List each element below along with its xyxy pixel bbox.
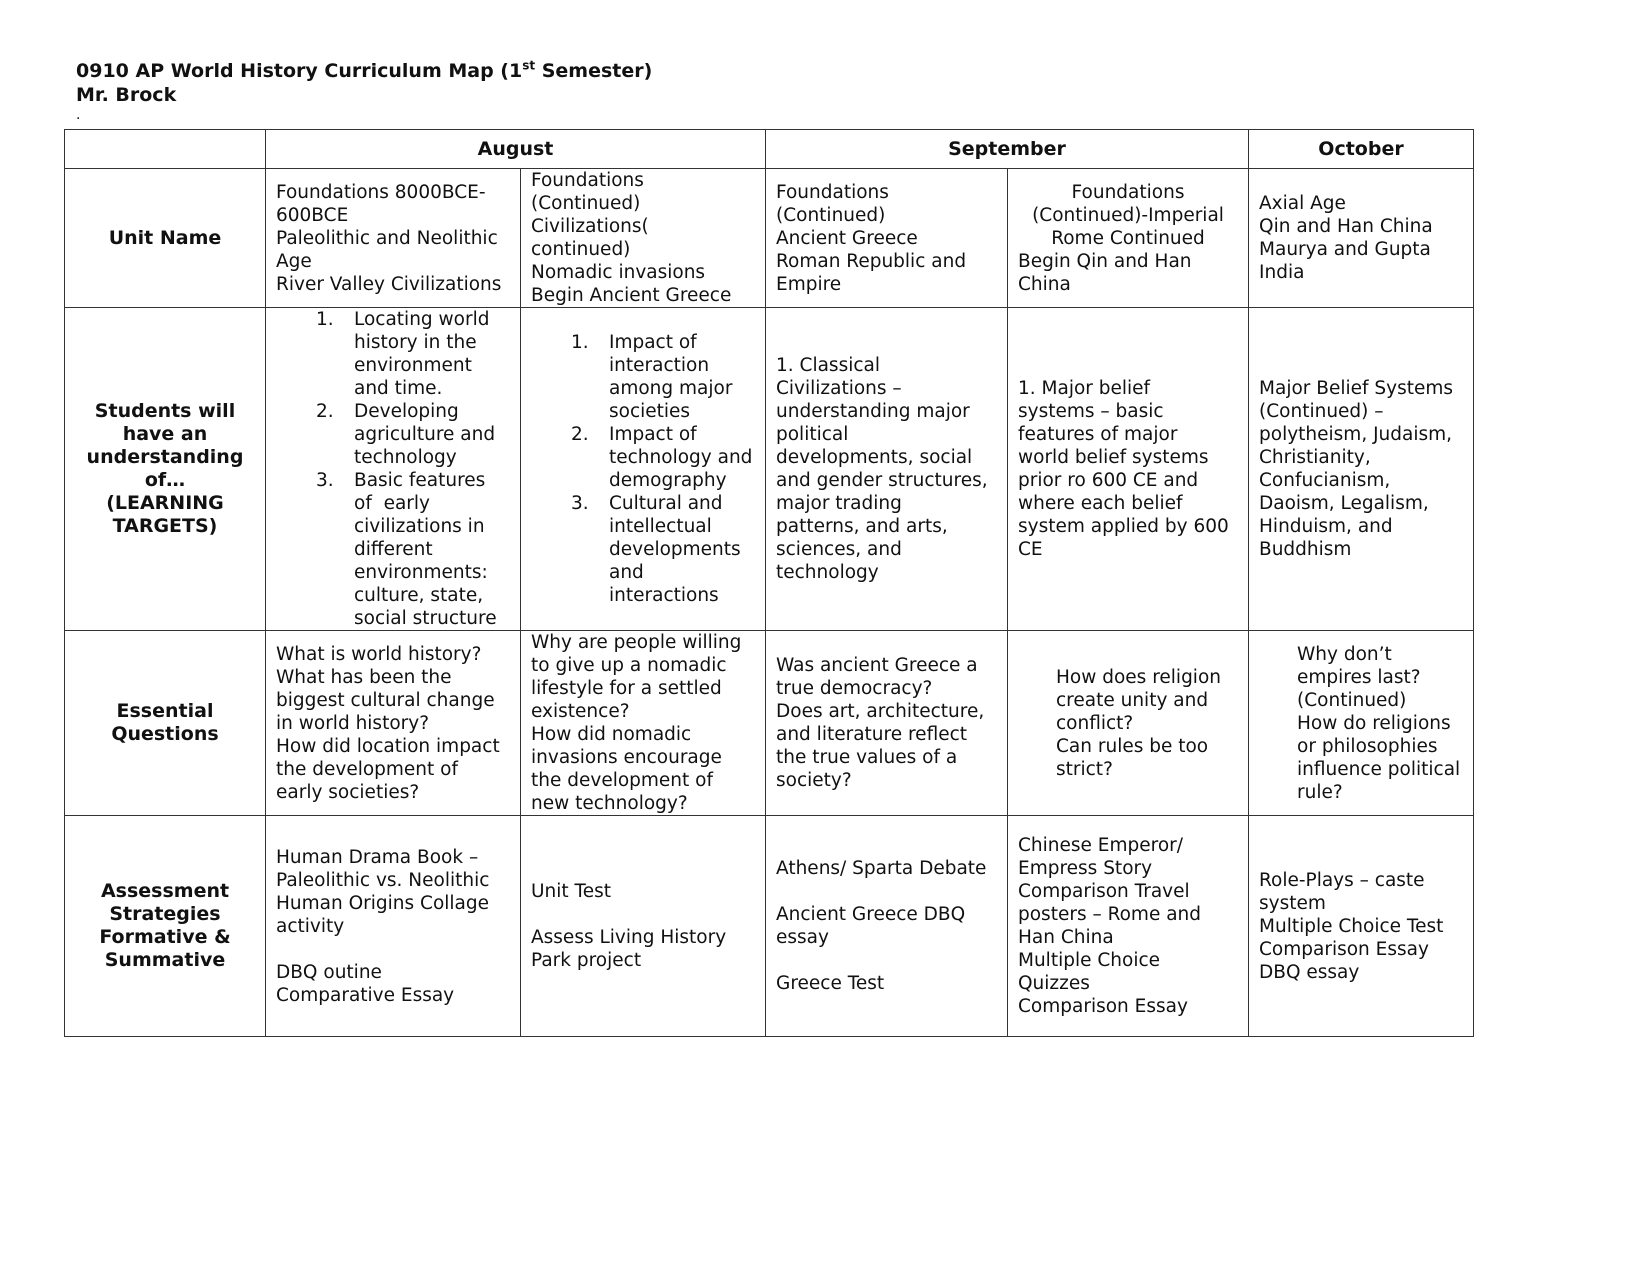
row-label-assessment [65, 816, 266, 1037]
target-line: agriculture and [354, 424, 496, 445]
target-line: societies [609, 401, 691, 422]
cell-line: Nomadic invasions [531, 262, 706, 283]
cell-line: lifestyle for a settled [531, 678, 722, 699]
cell-line: and literature reflect [776, 724, 968, 745]
cell-unit-aug-2 [521, 169, 766, 308]
target-number: 1. [571, 332, 589, 353]
cell-line: TARGETS) [112, 515, 218, 537]
cell-line: systems – basic [1018, 401, 1164, 422]
cell-line: 1. Classical [776, 355, 880, 376]
target-line: intellectual [609, 516, 712, 537]
month-september: September [766, 130, 1249, 169]
cell-line: system applied by 600 [1018, 516, 1229, 537]
cell-line: Han China [1018, 927, 1114, 948]
target-number: 1. [316, 309, 334, 330]
cell-line: prior ro 600 CE and [1018, 470, 1199, 491]
target-line: interaction [609, 355, 710, 376]
cell-eq-sep-1 [766, 631, 1008, 816]
cell-line: Foundations 8000BCE- [276, 181, 486, 203]
cell-targets-aug-1 [266, 308, 521, 631]
cell-line: the development of [531, 770, 713, 791]
learning-target-item [571, 492, 755, 607]
cell-line: invasions encourage [531, 747, 722, 768]
month-october: October [1249, 130, 1474, 169]
targets-list-aug-2 [545, 331, 755, 607]
cell-assess-aug-2 [521, 816, 766, 1037]
cell-line: Does art, architecture, [776, 701, 985, 722]
cell-line: Foundations [531, 170, 644, 191]
cell-line: (Continued) [531, 193, 641, 214]
learning-target-item [316, 308, 510, 400]
cell-line: Empress Story [1018, 858, 1153, 879]
cell-line: or philosophies [1297, 735, 1438, 757]
cell-unit-aug-1 [266, 169, 521, 308]
cell-line: Multiple Choice [1018, 950, 1161, 971]
cell-targets-aug-2 [521, 308, 766, 631]
cell-line: Chinese Emperor/ [1018, 835, 1183, 856]
target-line: Impact of [609, 332, 697, 353]
target-line: among major [609, 378, 733, 399]
cell-line: River Valley Civilizations [276, 273, 502, 295]
cell-line: influence political [1297, 758, 1461, 780]
document-header [76, 59, 652, 107]
cell-assess-aug-1 [266, 816, 521, 1037]
cell-line: the development of [276, 758, 458, 780]
cell-line: Ancient Greece [776, 227, 918, 249]
cell-line: empires last? [1297, 666, 1421, 688]
cell-eq-sep-2 [1008, 631, 1249, 816]
cell-line: Daoism, Legalism, [1259, 493, 1429, 514]
target-line: environments: [354, 562, 488, 583]
cell-line: Questions [111, 723, 219, 745]
learning-target-item [316, 400, 510, 469]
cell-line: Role-Plays – caste [1259, 869, 1425, 891]
cell-line: Age [276, 250, 312, 272]
cell-line: Axial Age [1259, 193, 1346, 214]
cell-line: Why don’t [1297, 643, 1392, 665]
cell-line: activity [276, 915, 345, 937]
target-line: Impact of [609, 424, 697, 445]
cell-line: Athens/ Sparta Debate [776, 858, 987, 879]
target-line: demography [609, 470, 727, 491]
cell-line: essay [776, 927, 829, 948]
cell-assess-sep-1 [766, 816, 1008, 1037]
cell-line: Hinduism, and [1259, 516, 1393, 537]
target-line: Basic features [354, 470, 486, 491]
cell-line: understanding major [776, 401, 970, 422]
cell-line: CE [1018, 539, 1043, 560]
cell-line: posters – Rome and [1018, 904, 1202, 925]
cell-line: world belief systems [1018, 447, 1209, 468]
cell-line: of… [144, 469, 186, 491]
cell-line [776, 949, 997, 972]
cell-line: Civilizations – [776, 378, 902, 399]
cell-line: the true values of a [776, 747, 958, 768]
cell-line: Can rules be too [1056, 735, 1209, 757]
target-line: civilizations in [354, 516, 485, 537]
cell-line: Students will [94, 400, 236, 422]
target-number: 3. [571, 493, 589, 514]
cell-line: create unity and [1056, 689, 1209, 711]
cell-line: Human Origins Collage [276, 892, 490, 914]
cell-line: new technology? [531, 793, 688, 814]
target-line: history in the [354, 332, 477, 353]
cell-line: system [1259, 892, 1326, 914]
cell-unit-sep-2 [1008, 169, 1249, 308]
target-line: technology [354, 447, 457, 468]
row-label-essential-questions [65, 631, 266, 816]
cell-line: What is world history? [276, 643, 482, 665]
cell-line: How did nomadic [531, 724, 692, 745]
cell-targets-sep-2 [1008, 308, 1249, 631]
cell-line: conflict? [1056, 712, 1134, 734]
cell-assess-sep-2 [1008, 816, 1249, 1037]
cell-line: Multiple Choice Test [1259, 915, 1444, 937]
target-line: environment [354, 355, 472, 376]
cell-line: Comparison Travel [1018, 881, 1190, 902]
cell-line: to give up a nomadic [531, 655, 727, 676]
cell-unit-oct [1249, 169, 1474, 308]
target-number: 2. [316, 401, 334, 422]
cell-line: China [1018, 273, 1071, 295]
cell-line: Foundations [1071, 181, 1185, 203]
target-number: 2. [571, 424, 589, 445]
assessment-row [65, 816, 1474, 1037]
cell-line: (Continued) [776, 204, 886, 226]
cell-line: developments, social [776, 447, 973, 468]
cell-line: Major Belief Systems [1259, 378, 1454, 399]
cell-line: Why are people willing [531, 632, 742, 653]
cell-line: How does religion [1056, 666, 1221, 688]
cell-line: (Continued) – [1259, 401, 1384, 422]
row-label-learning-targets [65, 308, 266, 631]
cell-line: Assess Living History [531, 927, 727, 948]
cell-line: existence? [531, 701, 630, 722]
cell-line [276, 938, 510, 961]
cell-targets-sep-1 [766, 308, 1008, 631]
cell-line: biggest cultural change [276, 689, 495, 711]
cell-line: have an [122, 423, 208, 445]
cell-line: and gender structures, [776, 470, 988, 491]
target-line: developments [609, 539, 741, 560]
unit-name-row [65, 169, 1474, 308]
cell-eq-aug-1 [266, 631, 521, 816]
month-header-row [65, 130, 1474, 169]
cell-line: Human Drama Book – [276, 846, 479, 868]
cell-line: Comparison Essay [1018, 996, 1188, 1017]
cell-line: Formative & [99, 926, 231, 948]
learning-target-item [571, 423, 755, 492]
cell-line: Ancient Greece DBQ [776, 904, 966, 925]
cell-line: where each belief [1018, 493, 1183, 514]
cell-line: understanding [86, 446, 244, 468]
cell-line: DBQ essay [1259, 961, 1360, 983]
document-title: 0910 AP World History Curriculum Map (1st Semester) [76, 58, 653, 82]
cell-line: Quizzes [1018, 973, 1090, 994]
target-line: interactions [609, 585, 719, 606]
cell-assess-oct [1249, 816, 1474, 1037]
cell-line: Begin Qin and Han [1018, 250, 1192, 272]
cell-line: Park project [531, 950, 642, 971]
cell-line: Paleolithic and Neolithic [276, 227, 498, 249]
target-line: different [354, 539, 433, 560]
target-line: and [609, 562, 644, 583]
corner-cell [65, 130, 266, 169]
cell-line: political [776, 424, 849, 445]
target-line: Developing [354, 401, 459, 422]
cell-line: Assessment [100, 880, 230, 902]
learning-target-item [571, 331, 755, 423]
cell-line: Foundations [776, 181, 889, 203]
cell-line: continued) [531, 239, 631, 260]
cell-line: What has been the [276, 666, 452, 688]
cell-line [776, 880, 997, 903]
cell-line: Empire [776, 273, 842, 295]
cell-eq-oct [1249, 631, 1474, 816]
cell-line: early societies? [276, 781, 420, 803]
cell-line: in world history? [276, 712, 430, 734]
cell-line: India [1259, 262, 1305, 283]
target-line: Cultural and [609, 493, 723, 514]
target-line: of early [354, 493, 431, 514]
stray-dot: . [76, 107, 81, 123]
cell-line: Strategies [109, 903, 221, 925]
cell-line: Roman Republic and [776, 250, 967, 272]
cell-line: Essential [116, 700, 214, 722]
cell-line: DBQ outine [276, 961, 382, 983]
target-line: social structure [354, 608, 497, 629]
targets-list-aug-1 [290, 308, 510, 630]
target-line: Locating world [354, 309, 490, 330]
cell-line: features of major [1018, 424, 1178, 445]
month-august: August [266, 130, 766, 169]
learning-targets-row [65, 308, 1474, 631]
essential-questions-row [65, 631, 1474, 816]
cell-line: strict? [1056, 758, 1113, 780]
cell-line: Confucianism, [1259, 470, 1391, 491]
cell-line: 600BCE [276, 204, 349, 226]
cell-line: Greece Test [776, 973, 885, 994]
cell-unit-sep-1 [766, 169, 1008, 308]
cell-line: true democracy? [776, 678, 933, 699]
row-label-unit-name: Unit Name [65, 169, 266, 308]
cell-line [531, 903, 755, 926]
teacher-name: Mr. Brock [76, 84, 177, 106]
cell-line: How do religions [1297, 712, 1451, 734]
cell-line: rule? [1297, 781, 1343, 803]
cell-line: 1. Major belief [1018, 378, 1151, 399]
cell-line: sciences, and [776, 539, 902, 560]
cell-targets-oct [1249, 308, 1474, 631]
target-line: culture, state, [354, 585, 484, 606]
target-number: 3. [316, 470, 334, 491]
cell-line: society? [776, 770, 852, 791]
cell-line: Buddhism [1259, 539, 1352, 560]
target-line: and time. [354, 378, 443, 399]
target-line: technology and [609, 447, 753, 468]
cell-eq-aug-2 [521, 631, 766, 816]
cell-line: technology [776, 562, 879, 583]
cell-line: Summative [104, 949, 226, 971]
cell-line: Was ancient Greece a [776, 655, 978, 676]
cell-line: Begin Ancient Greece [531, 285, 732, 306]
cell-line: Paleolithic vs. Neolithic [276, 869, 490, 891]
cell-line: polytheism, Judaism, [1259, 424, 1453, 445]
cell-line: Comparative Essay [276, 984, 455, 1006]
learning-target-item [316, 469, 510, 630]
cell-line: patterns, and arts, [776, 516, 948, 537]
cell-line: (LEARNING [106, 492, 224, 514]
cell-line: Maurya and Gupta [1259, 239, 1431, 260]
cell-line: Rome Continued [1051, 227, 1205, 249]
cell-line: Qin and Han China [1259, 216, 1433, 237]
cell-line: Comparison Essay [1259, 938, 1429, 960]
cell-line: Civilizations( [531, 216, 649, 237]
cell-line: major trading [776, 493, 902, 514]
cell-line: How did location impact [276, 735, 500, 757]
cell-line: (Continued) [1297, 689, 1407, 711]
cell-line: (Continued)-Imperial [1032, 204, 1224, 226]
curriculum-map-table [64, 129, 1474, 1037]
cell-line: Unit Test [531, 881, 611, 902]
cell-line: Christianity, [1259, 447, 1371, 468]
